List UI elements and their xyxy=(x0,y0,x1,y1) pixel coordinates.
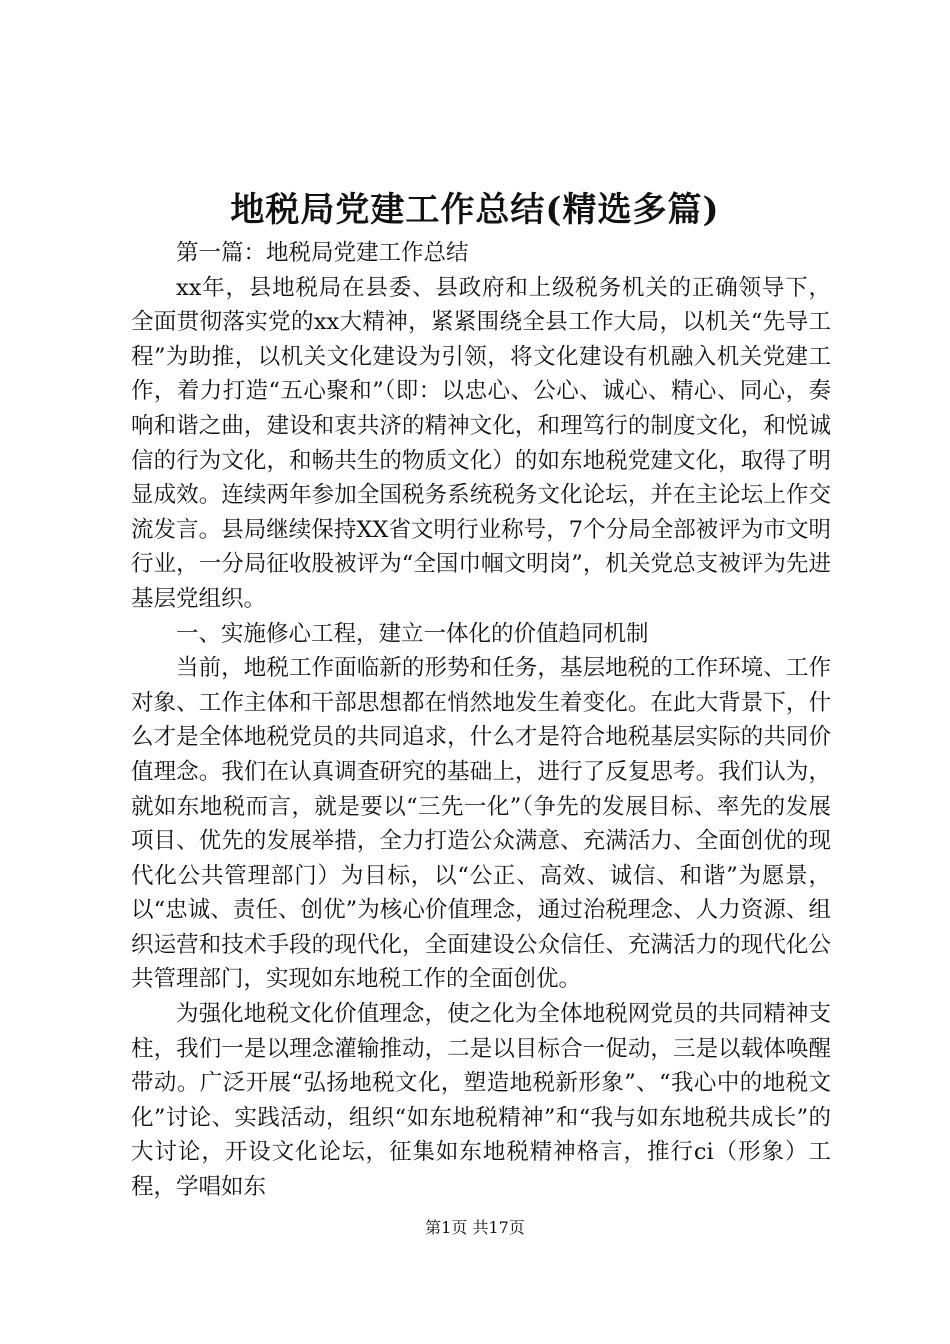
document-body xyxy=(131,236,831,1205)
body-paragraph: 当前，地税工作面临新的形势和任务，基层地税的工作环境、工作对象、工作主体和干部思想都在悄然地发生着变化。在此大背景下，什么才是全体地税党员的共同追求，什么才是符合地税基层实际的共同价值理念。我们在认真调查研究的基础上，进行了反复思考。我们认为，就如东地税而言，就是要以“三先一化”（争先的发展目标、率先的发展项目、优先的发展举措，全力打造公众满意、充满活力、全面创优的现代化公共管理部门）为目标，以“公正、高效、诚信、和谐”为愿景，以“忠诚、责任、创优”为核心价值理念，通过治税理念、人力资源、组织运营和技术手段的现代化，全面建设公众信任、充满活力的现代化公共管理部门，实现如东地税工作的全面创优。 xyxy=(131,655,831,993)
body-paragraph: 为强化地税文化价值理念，使之化为全体地税网党员的共同精神支柱，我们一是以理念灌输推动，二是以目标合一促动，三是以载体唤醒带动。广泛开展“弘扬地税文化，塑造地税新形象”、“我心中的地税文化”讨论、实践活动，组织“如东地税精神”和“我与如东地税共成长”的大讨论，开设文化论坛，征集如东地税精神格言，推行ci（形象）工程，学唱如东 xyxy=(131,1001,831,1201)
document-title: 地税局党建工作总结(精选多篇) xyxy=(230,190,720,230)
page-number-footer: 第1页 共17页 xyxy=(425,1218,525,1237)
section-heading: 第一篇：地税局党建工作总结 xyxy=(176,240,469,266)
body-paragraph: xx年，县地税局在县委、县政府和上级税务机关的正确领导下，全面贯彻落实党的xx大精神，紧紧围绕全县工作大局，以机关“先导工程”为助推，以机关文化建设为引领，将文化建设有机融入机关党建工作，着力打造“五心聚和”（即：以忠心、公心、诚心、精心、同心，奏响和谐之曲，建设和衷共济的精神文化，和理笃行的制度文化，和悦诚信的行为文化，和畅共生的物质文化）的如东地税党建文化，取得了明显成效。连续两年参加全国税务系统税务文化论坛，并在主论坛上作交流发言。县局继续保持XX省文明行业称号，7个分局全部被评为市文明行业，一分局征收股被评为“全国巾帼文明岗”，机关党总支被评为先进基层党组织。 xyxy=(131,274,831,612)
section-heading: 一、实施修心工程，建立一体化的价值趋同机制 xyxy=(176,620,649,647)
